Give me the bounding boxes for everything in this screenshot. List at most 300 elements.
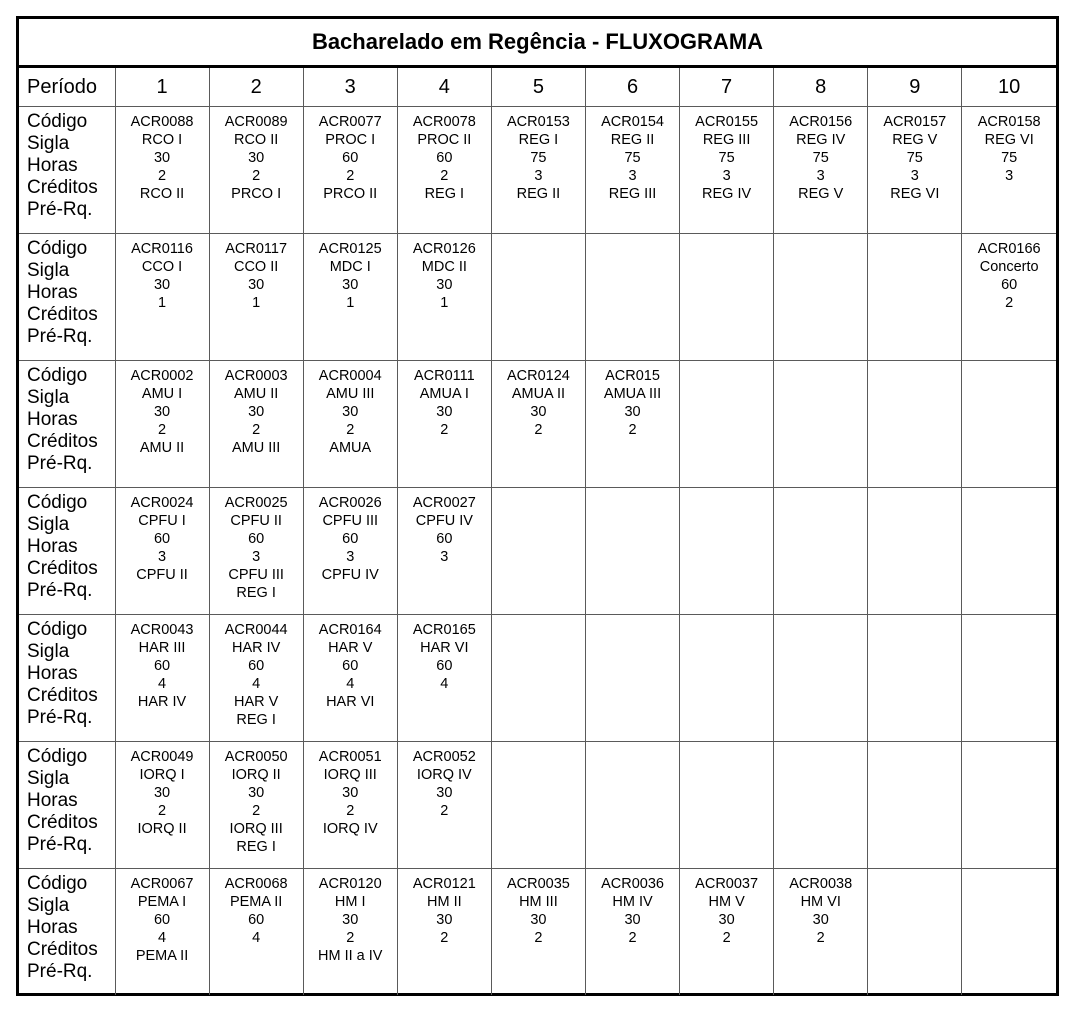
course-acronym: AMU I bbox=[141, 386, 183, 402]
course-acronym: REG II bbox=[610, 132, 655, 148]
course-prerequisite: REG I bbox=[236, 712, 276, 728]
course-hours: 75 bbox=[1001, 150, 1018, 166]
course-credits: 4 bbox=[440, 676, 449, 692]
course-code: ACR0154 bbox=[601, 114, 664, 130]
empty-cell bbox=[962, 742, 1056, 869]
row-label: Código bbox=[27, 111, 88, 132]
row-labels bbox=[19, 107, 115, 234]
course-acronym: CCO I bbox=[141, 259, 183, 275]
row-labels bbox=[19, 488, 115, 615]
course-hours: 60 bbox=[248, 531, 265, 547]
course-prerequisite: HAR VI bbox=[326, 694, 375, 710]
course-code: ACR0035 bbox=[506, 876, 570, 892]
course-row bbox=[19, 742, 1056, 869]
row-label: Créditos bbox=[27, 431, 98, 452]
course-acronym: CPFU IV bbox=[415, 513, 473, 529]
course-acronym: HM V bbox=[708, 894, 745, 910]
course-acronym: CPFU III bbox=[322, 513, 379, 529]
course-hours: 30 bbox=[436, 785, 453, 801]
course-credits: 4 bbox=[252, 930, 261, 946]
course-code: ACR0120 bbox=[318, 876, 382, 892]
course-credits: 2 bbox=[252, 422, 261, 438]
course-code: ACR0024 bbox=[130, 495, 194, 511]
course-credits: 3 bbox=[440, 549, 449, 565]
course-code: ACR0157 bbox=[883, 114, 947, 130]
course-hours: 75 bbox=[624, 150, 641, 166]
course-prerequisite: REG VI bbox=[890, 186, 940, 202]
course-code: ACR0111 bbox=[413, 368, 475, 384]
course-code: ACR0038 bbox=[789, 876, 853, 892]
course-cell bbox=[115, 615, 209, 742]
row-label: Horas bbox=[27, 282, 78, 303]
course-code: ACR0049 bbox=[130, 749, 194, 765]
empty-cell bbox=[585, 742, 679, 869]
row-label: Horas bbox=[27, 536, 78, 557]
course-cell bbox=[209, 742, 303, 869]
course-code: ACR0125 bbox=[318, 241, 382, 257]
row-label: Horas bbox=[27, 790, 78, 811]
row-label: Horas bbox=[27, 155, 78, 176]
course-hours: 75 bbox=[530, 150, 547, 166]
course-hours: 30 bbox=[530, 912, 547, 928]
course-credits: 3 bbox=[722, 168, 731, 184]
course-code: ACR0117 bbox=[225, 241, 288, 257]
course-hours: 60 bbox=[248, 658, 265, 674]
course-credits: 2 bbox=[252, 803, 261, 819]
course-code: ACR0037 bbox=[695, 876, 759, 892]
course-credits: 2 bbox=[346, 930, 355, 946]
period-header-4: 4 bbox=[397, 67, 491, 107]
course-hours: 30 bbox=[248, 277, 265, 293]
course-credits: 2 bbox=[440, 422, 449, 438]
course-code: ACR0126 bbox=[412, 241, 476, 257]
course-acronym: HM IV bbox=[612, 894, 653, 910]
course-cell bbox=[115, 107, 209, 234]
course-cell bbox=[303, 615, 397, 742]
course-acronym: HAR III bbox=[138, 640, 186, 656]
course-code: ACR0077 bbox=[318, 114, 382, 130]
empty-cell bbox=[774, 361, 868, 488]
row-label: Sigla bbox=[27, 387, 70, 408]
course-acronym: IORQ IV bbox=[416, 767, 472, 783]
course-code: ACR0068 bbox=[224, 876, 288, 892]
course-code: ACR0165 bbox=[412, 622, 476, 638]
empty-cell bbox=[680, 742, 774, 869]
course-hours: 60 bbox=[436, 531, 453, 547]
course-acronym: HM I bbox=[334, 894, 366, 910]
course-cell bbox=[115, 361, 209, 488]
course-credits: 3 bbox=[252, 549, 261, 565]
course-cell bbox=[491, 107, 585, 234]
course-acronym: RCO I bbox=[141, 132, 183, 148]
course-acronym: AMU II bbox=[233, 386, 279, 402]
course-credits: 1 bbox=[158, 295, 167, 311]
course-acronym: PEMA II bbox=[229, 894, 283, 910]
row-label: Horas bbox=[27, 917, 78, 938]
course-code: ACR0156 bbox=[789, 114, 853, 130]
course-cell bbox=[397, 234, 491, 361]
course-prerequisite: REG IV bbox=[702, 186, 752, 202]
course-acronym: CPFU I bbox=[138, 513, 186, 529]
course-prerequisite: REG II bbox=[516, 186, 561, 202]
row-label: Sigla bbox=[27, 895, 70, 916]
course-hours: 75 bbox=[906, 150, 923, 166]
course-acronym: REG III bbox=[702, 132, 751, 148]
course-cell bbox=[303, 234, 397, 361]
course-hours: 30 bbox=[812, 912, 829, 928]
row-label: Código bbox=[27, 619, 88, 640]
course-cell bbox=[491, 869, 585, 996]
course-hours: 60 bbox=[153, 912, 171, 928]
course-hours: 30 bbox=[153, 404, 171, 420]
row-label: Horas bbox=[27, 663, 78, 684]
course-row bbox=[19, 234, 1056, 361]
course-code: ACR0067 bbox=[130, 876, 194, 892]
empty-cell bbox=[585, 234, 679, 361]
course-cell bbox=[209, 234, 303, 361]
course-credits: 4 bbox=[346, 676, 355, 692]
course-acronym: HAR V bbox=[328, 640, 373, 656]
course-cell bbox=[303, 488, 397, 615]
course-prerequisite: AMUA bbox=[329, 440, 372, 456]
course-acronym: HM II bbox=[427, 894, 462, 910]
course-hours: 30 bbox=[342, 785, 359, 801]
row-label: Créditos bbox=[27, 685, 98, 706]
row-label: Pré-Rq. bbox=[27, 707, 93, 728]
period-label: Período bbox=[19, 67, 115, 107]
course-credits: 3 bbox=[534, 168, 543, 184]
course-credits: 2 bbox=[816, 930, 825, 946]
course-cell bbox=[585, 869, 679, 996]
course-cell bbox=[962, 107, 1056, 234]
course-credits: 2 bbox=[440, 168, 449, 184]
course-hours: 30 bbox=[153, 277, 171, 293]
course-code: ACR0002 bbox=[130, 368, 194, 384]
course-code: ACR0089 bbox=[224, 114, 288, 130]
course-code: ACR0124 bbox=[506, 368, 570, 384]
course-acronym: RCO II bbox=[233, 132, 279, 148]
row-label: Pré-Rq. bbox=[27, 326, 93, 347]
course-credits: 4 bbox=[252, 676, 261, 692]
course-hours: 60 bbox=[342, 658, 359, 674]
empty-cell bbox=[868, 361, 962, 488]
course-code: ACR0155 bbox=[695, 114, 759, 130]
empty-cell bbox=[868, 615, 962, 742]
course-credits: 2 bbox=[252, 168, 261, 184]
empty-cell bbox=[491, 488, 585, 615]
course-cell bbox=[585, 107, 679, 234]
course-credits: 3 bbox=[910, 168, 919, 184]
course-prerequisite: REG I bbox=[236, 839, 276, 855]
course-acronym: IORQ I bbox=[139, 767, 185, 783]
course-code: ACR0078 bbox=[412, 114, 476, 130]
empty-cell bbox=[680, 234, 774, 361]
course-credits: 3 bbox=[346, 549, 355, 565]
course-cell bbox=[868, 107, 962, 234]
empty-cell bbox=[962, 615, 1056, 742]
course-credits: 4 bbox=[158, 676, 167, 692]
course-prerequisite: CPFU II bbox=[136, 567, 188, 583]
period-header-8: 8 bbox=[774, 67, 868, 107]
course-acronym: HM III bbox=[519, 894, 558, 910]
course-hours: 30 bbox=[248, 404, 265, 420]
row-label: Sigla bbox=[27, 641, 70, 662]
course-acronym: REG IV bbox=[796, 132, 846, 148]
course-acronym: MDC II bbox=[421, 259, 467, 275]
row-label: Código bbox=[27, 873, 88, 894]
course-hours: 30 bbox=[153, 785, 171, 801]
course-prerequisite: IORQ II bbox=[137, 821, 187, 837]
course-cell bbox=[397, 615, 491, 742]
course-credits: 2 bbox=[440, 803, 449, 819]
period-header-5: 5 bbox=[491, 67, 585, 107]
course-prerequisite: HM II a IV bbox=[318, 948, 383, 964]
empty-cell bbox=[868, 742, 962, 869]
course-code: ACR0027 bbox=[412, 495, 476, 511]
course-hours: 30 bbox=[342, 277, 359, 293]
row-label: Código bbox=[27, 492, 88, 513]
course-cell bbox=[303, 361, 397, 488]
course-credits: 2 bbox=[534, 930, 543, 946]
page-title: Bacharelado em Regência - FLUXOGRAMA bbox=[19, 19, 1056, 67]
course-credits: 2 bbox=[440, 930, 449, 946]
course-cell bbox=[680, 869, 774, 996]
course-hours: 30 bbox=[530, 404, 547, 420]
course-hours: 30 bbox=[436, 912, 453, 928]
course-cell bbox=[962, 234, 1056, 361]
course-cell bbox=[209, 107, 303, 234]
course-cell bbox=[115, 869, 209, 996]
course-prerequisite: REG III bbox=[608, 186, 657, 202]
period-header-1: 1 bbox=[115, 67, 209, 107]
course-prerequisite: IORQ III bbox=[229, 821, 283, 837]
row-labels bbox=[19, 361, 115, 488]
empty-cell bbox=[868, 234, 962, 361]
curriculum-table bbox=[19, 19, 1056, 995]
course-cell bbox=[303, 869, 397, 996]
empty-cell bbox=[868, 869, 962, 996]
course-prerequisite: CPFU III bbox=[228, 567, 284, 583]
empty-cell bbox=[491, 615, 585, 742]
row-label: Pré-Rq. bbox=[27, 199, 93, 220]
course-cell bbox=[209, 869, 303, 996]
empty-cell bbox=[774, 742, 868, 869]
row-label: Sigla bbox=[27, 133, 70, 154]
course-code: ACR0116 bbox=[131, 241, 193, 257]
row-label: Créditos bbox=[27, 177, 98, 198]
course-row bbox=[19, 869, 1056, 996]
course-acronym: HAR IV bbox=[231, 640, 281, 656]
period-header-7: 7 bbox=[680, 67, 774, 107]
row-label: Código bbox=[27, 365, 88, 386]
course-prerequisite: PRCO I bbox=[231, 186, 282, 202]
empty-cell bbox=[962, 488, 1056, 615]
course-hours: 60 bbox=[153, 531, 171, 547]
course-credits: 2 bbox=[346, 422, 355, 438]
course-hours: 30 bbox=[624, 912, 641, 928]
course-code: ACR0153 bbox=[506, 114, 570, 130]
course-cell bbox=[303, 742, 397, 869]
course-prerequisite: PEMA II bbox=[135, 948, 189, 964]
course-cell bbox=[209, 488, 303, 615]
title-row bbox=[19, 19, 1056, 67]
course-prerequisite: PRCO II bbox=[323, 186, 378, 202]
course-prerequisite: AMU II bbox=[139, 440, 185, 456]
course-acronym: MDC I bbox=[329, 259, 371, 275]
course-code: ACR0003 bbox=[224, 368, 288, 384]
course-cell bbox=[397, 488, 491, 615]
course-acronym: AMUA II bbox=[511, 386, 566, 402]
empty-cell bbox=[774, 615, 868, 742]
course-acronym: REG VI bbox=[984, 132, 1034, 148]
row-labels bbox=[19, 615, 115, 742]
course-hours: 30 bbox=[248, 785, 265, 801]
course-row bbox=[19, 488, 1056, 615]
empty-cell bbox=[868, 488, 962, 615]
course-hours: 75 bbox=[718, 150, 735, 166]
empty-cell bbox=[774, 488, 868, 615]
course-cell bbox=[303, 107, 397, 234]
course-cell bbox=[115, 234, 209, 361]
course-prerequisite: CPFU IV bbox=[321, 567, 379, 583]
course-credits: 3 bbox=[1005, 168, 1014, 184]
course-code: ACR0004 bbox=[318, 368, 382, 384]
period-header-10: 10 bbox=[962, 67, 1056, 107]
period-header-2: 2 bbox=[209, 67, 303, 107]
empty-cell bbox=[585, 615, 679, 742]
course-cell bbox=[491, 361, 585, 488]
course-credits: 2 bbox=[628, 930, 637, 946]
course-acronym: PROC II bbox=[417, 132, 472, 148]
course-credits: 3 bbox=[816, 168, 825, 184]
course-cell bbox=[397, 361, 491, 488]
row-label: Pré-Rq. bbox=[27, 961, 93, 982]
course-hours: 60 bbox=[436, 658, 453, 674]
course-prerequisite: AMU III bbox=[231, 440, 281, 456]
course-credits: 2 bbox=[346, 168, 355, 184]
empty-cell bbox=[962, 869, 1056, 996]
period-header-9: 9 bbox=[868, 67, 962, 107]
course-hours: 60 bbox=[1001, 277, 1018, 293]
period-header-6: 6 bbox=[585, 67, 679, 107]
course-code: ACR0036 bbox=[601, 876, 664, 892]
empty-cell bbox=[680, 615, 774, 742]
row-label: Pré-Rq. bbox=[27, 834, 93, 855]
course-code: ACR0164 bbox=[318, 622, 382, 638]
row-labels bbox=[19, 869, 115, 996]
course-prerequisite: REG V bbox=[798, 186, 844, 202]
course-acronym: PROC I bbox=[325, 132, 376, 148]
course-cell bbox=[397, 107, 491, 234]
course-cell bbox=[397, 869, 491, 996]
course-acronym: PEMA I bbox=[137, 894, 187, 910]
course-credits: 1 bbox=[440, 295, 449, 311]
row-label: Créditos bbox=[27, 812, 98, 833]
course-code: ACR0121 bbox=[412, 876, 476, 892]
course-credits: 2 bbox=[1005, 295, 1014, 311]
period-header-row bbox=[19, 67, 1056, 107]
empty-cell bbox=[491, 742, 585, 869]
course-credits: 2 bbox=[722, 930, 731, 946]
course-hours: 30 bbox=[624, 404, 641, 420]
empty-cell bbox=[774, 234, 868, 361]
row-label: Código bbox=[27, 238, 88, 259]
course-cell bbox=[209, 361, 303, 488]
row-label: Créditos bbox=[27, 304, 98, 325]
course-hours: 30 bbox=[342, 912, 359, 928]
course-acronym: REG V bbox=[892, 132, 938, 148]
row-label: Sigla bbox=[27, 514, 70, 535]
course-credits: 2 bbox=[628, 422, 637, 438]
course-cell bbox=[680, 107, 774, 234]
course-hours: 30 bbox=[436, 277, 453, 293]
course-row bbox=[19, 361, 1056, 488]
row-labels bbox=[19, 742, 115, 869]
empty-cell bbox=[491, 234, 585, 361]
course-acronym: CPFU II bbox=[230, 513, 282, 529]
course-hours: 60 bbox=[342, 150, 359, 166]
course-acronym: AMUA I bbox=[419, 386, 469, 402]
course-hours: 30 bbox=[153, 150, 171, 166]
period-header-3: 3 bbox=[303, 67, 397, 107]
row-label: Pré-Rq. bbox=[27, 453, 93, 474]
course-credits: 1 bbox=[252, 295, 261, 311]
course-credits: 2 bbox=[158, 168, 167, 184]
course-credits: 2 bbox=[158, 422, 167, 438]
course-cell bbox=[774, 107, 868, 234]
course-code: ACR0026 bbox=[318, 495, 382, 511]
course-hours: 60 bbox=[248, 912, 265, 928]
course-code: ACR0050 bbox=[224, 749, 288, 765]
empty-cell bbox=[962, 361, 1056, 488]
empty-cell bbox=[680, 488, 774, 615]
course-prerequisite: REG I bbox=[424, 186, 465, 202]
course-hours: 60 bbox=[153, 658, 171, 674]
course-code: ACR0025 bbox=[224, 495, 288, 511]
course-cell bbox=[115, 488, 209, 615]
course-acronym: CCO II bbox=[233, 259, 279, 275]
course-credits: 3 bbox=[158, 549, 167, 565]
flowchart-sheet bbox=[16, 16, 1059, 996]
course-acronym: HAR VI bbox=[420, 640, 469, 656]
course-credits: 3 bbox=[628, 168, 637, 184]
course-credits: 2 bbox=[346, 803, 355, 819]
row-label: Horas bbox=[27, 409, 78, 430]
course-acronym: REG I bbox=[518, 132, 559, 148]
course-code: ACR0051 bbox=[318, 749, 382, 765]
course-cell bbox=[397, 742, 491, 869]
course-prerequisite: HAR V bbox=[233, 694, 279, 710]
course-cell bbox=[585, 361, 679, 488]
course-credits: 1 bbox=[346, 295, 355, 311]
course-row bbox=[19, 615, 1056, 742]
course-code: ACR0166 bbox=[977, 241, 1041, 257]
row-label: Código bbox=[27, 746, 88, 767]
course-acronym: Concerto bbox=[979, 259, 1039, 275]
course-cell bbox=[209, 615, 303, 742]
course-credits: 2 bbox=[158, 803, 167, 819]
course-code: ACR0044 bbox=[224, 622, 288, 638]
course-code: ACR015 bbox=[605, 368, 660, 384]
course-acronym: AMUA III bbox=[603, 386, 662, 402]
course-prerequisite: REG I bbox=[236, 585, 276, 601]
course-row bbox=[19, 107, 1056, 234]
empty-cell bbox=[680, 361, 774, 488]
course-hours: 75 bbox=[812, 150, 829, 166]
course-code: ACR0043 bbox=[130, 622, 194, 638]
course-hours: 30 bbox=[718, 912, 735, 928]
empty-cell bbox=[585, 488, 679, 615]
